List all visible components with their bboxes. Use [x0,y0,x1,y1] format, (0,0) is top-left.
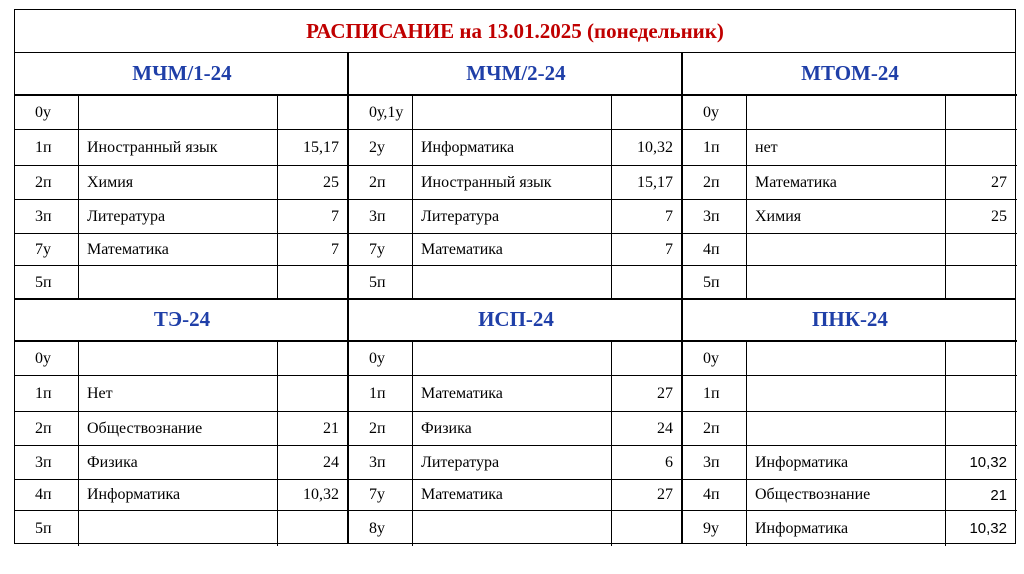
room-cell [946,96,1017,129]
table-row [683,266,1017,299]
subject-cell [78,266,278,299]
subject-cell: Иностранный язык [78,130,278,165]
table-row [683,130,1017,166]
subject-cell: Литература [412,446,612,479]
subject-cell [412,511,612,546]
period-code: 0у [703,103,719,121]
subject-cell: Математика [412,376,612,411]
period-code: 3п [703,453,720,471]
room-cell [612,511,683,546]
period-code: 1п [703,138,720,156]
group-block [15,299,349,546]
group-block [349,299,683,546]
subject-cell: Иностранный язык [412,166,612,199]
room-cell [278,376,349,411]
subject-cell: нет [746,130,946,165]
period-code: 3п [703,207,720,225]
room-cell [946,342,1017,375]
period-code: 0у [369,349,385,367]
group-block [15,53,349,299]
room-cell [946,234,1017,265]
table-row [683,342,1017,376]
room-cell [946,266,1017,299]
group-name: МТОМ-24 [683,53,1017,96]
table-row [349,511,683,546]
subject-cell [746,412,946,445]
room-cell [946,412,1017,445]
period-code: 0у [703,349,719,367]
table-row [683,200,1017,234]
period-code: 2п [703,173,720,191]
subject-cell: Химия [746,200,946,233]
room-cell [612,342,683,375]
period-code: 2у [369,138,385,156]
table-row [349,166,683,200]
period-code: 1п [35,384,52,402]
room-cell: 24 [323,453,339,471]
period-code: 5п [369,273,386,291]
period-code: 3п [369,207,386,225]
room-cell: 21 [990,486,1007,504]
period-code: 2п [369,173,386,191]
subject-cell [412,266,612,299]
subject-cell [78,342,278,375]
room-cell [278,342,349,375]
subject-cell: Химия [78,166,278,199]
subject-cell: Информатика [746,446,946,479]
subject-cell [78,96,278,129]
table-row [683,96,1017,130]
subject-cell: Нет [78,376,278,411]
room-cell [612,266,683,299]
table-row [683,376,1017,412]
subject-cell [412,96,612,129]
subject-cell [412,342,612,375]
period-code: 5п [35,273,52,291]
table-row [349,96,683,130]
table-row [683,166,1017,200]
page-title: РАСПИСАНИЕ на 13.01.2025 (понедельник) [15,10,1015,53]
room-cell [946,130,1017,165]
subject-cell: Физика [78,446,278,479]
period-code: 9у [703,519,719,537]
subject-cell [746,342,946,375]
subject-cell [746,376,946,411]
period-code: 3п [35,207,52,225]
room-cell: 15,17 [303,138,339,156]
period-code: 1п [703,384,720,402]
room-cell: 7 [665,207,673,225]
table-row [15,200,349,234]
table-row [683,480,1017,511]
period-code: 0у [35,349,51,367]
room-cell: 7 [665,240,673,258]
period-code: 1п [369,384,386,402]
period-code: 2п [703,419,720,437]
subject-cell [746,266,946,299]
table-row [15,166,349,200]
room-cell [946,376,1017,411]
table-row [15,480,349,511]
room-cell [278,266,349,299]
group-block [683,299,1017,546]
period-code: 5п [703,273,720,291]
period-code: 7у [369,486,385,503]
table-row [15,342,349,376]
table-row [15,412,349,446]
table-row [349,376,683,412]
period-code: 7у [369,240,385,258]
table-row [15,511,349,546]
subject-cell: Информатика [746,511,946,546]
period-code: 4п [703,240,720,258]
room-cell: 7 [331,240,339,258]
room-cell: 7 [331,207,339,225]
subject-cell: Математика [78,234,278,265]
group-block [683,53,1017,299]
room-cell: 24 [657,419,673,437]
table-row [349,234,683,266]
room-cell: 25 [323,173,339,191]
room-cell: 27 [657,486,673,503]
table-row [349,200,683,234]
room-cell: 10,32 [969,454,1007,471]
room-cell: 15,17 [637,173,673,191]
room-cell: 25 [991,207,1007,225]
table-row [683,412,1017,446]
subject-cell: Физика [412,412,612,445]
group-name: ПНК-24 [683,299,1017,342]
subject-cell: Информатика [412,130,612,165]
subject-cell: Обществознание [78,412,278,445]
room-cell [278,511,349,546]
room-cell [278,96,349,129]
room-cell: 10,32 [637,138,673,156]
table-row [15,376,349,412]
table-row [349,266,683,299]
room-cell: 6 [665,453,673,471]
period-code: 3п [369,453,386,471]
room-cell: 27 [991,173,1007,191]
table-row [15,234,349,266]
subject-cell: Информатика [78,480,278,510]
subject-cell: Математика [746,166,946,199]
period-code: 2п [35,419,52,437]
subject-cell: Математика [412,234,612,265]
table-row [683,511,1017,546]
room-cell: 10,32 [969,520,1007,537]
schedule-sheet [14,9,1016,544]
group-name: ИСП-24 [349,299,683,342]
band-divider [15,298,1015,300]
table-row [349,480,683,511]
period-code: 8у [369,519,385,537]
period-code: 4п [703,486,720,503]
table-row [349,130,683,166]
subject-cell: Математика [412,480,612,510]
subject-cell [746,96,946,129]
table-row [349,412,683,446]
room-cell: 27 [657,384,673,402]
room-cell [612,96,683,129]
period-code: 7у [35,240,51,258]
table-row [15,130,349,166]
subject-cell: Обществознание [746,480,946,510]
table-row [15,96,349,130]
period-code: 0у [35,103,51,121]
subject-cell [746,234,946,265]
table-row [349,342,683,376]
table-row [683,446,1017,480]
room-cell: 10,32 [303,486,339,503]
table-row [15,446,349,480]
group-block [349,53,683,299]
group-name: МЧМ/1-24 [15,53,349,96]
subject-cell: Литература [78,200,278,233]
period-code: 2п [369,419,386,437]
room-cell: 21 [323,419,339,437]
period-code: 4п [35,486,52,503]
subject-cell [78,511,278,546]
group-name: ТЭ-24 [15,299,349,342]
group-name: МЧМ/2-24 [349,53,683,96]
subject-cell: Литература [412,200,612,233]
period-code: 3п [35,453,52,471]
table-row [349,446,683,480]
period-code: 2п [35,173,52,191]
period-code: 5п [35,519,52,537]
period-code: 1п [35,138,52,156]
table-row [683,234,1017,266]
period-code: 0у,1у [369,103,404,121]
table-row [15,266,349,299]
